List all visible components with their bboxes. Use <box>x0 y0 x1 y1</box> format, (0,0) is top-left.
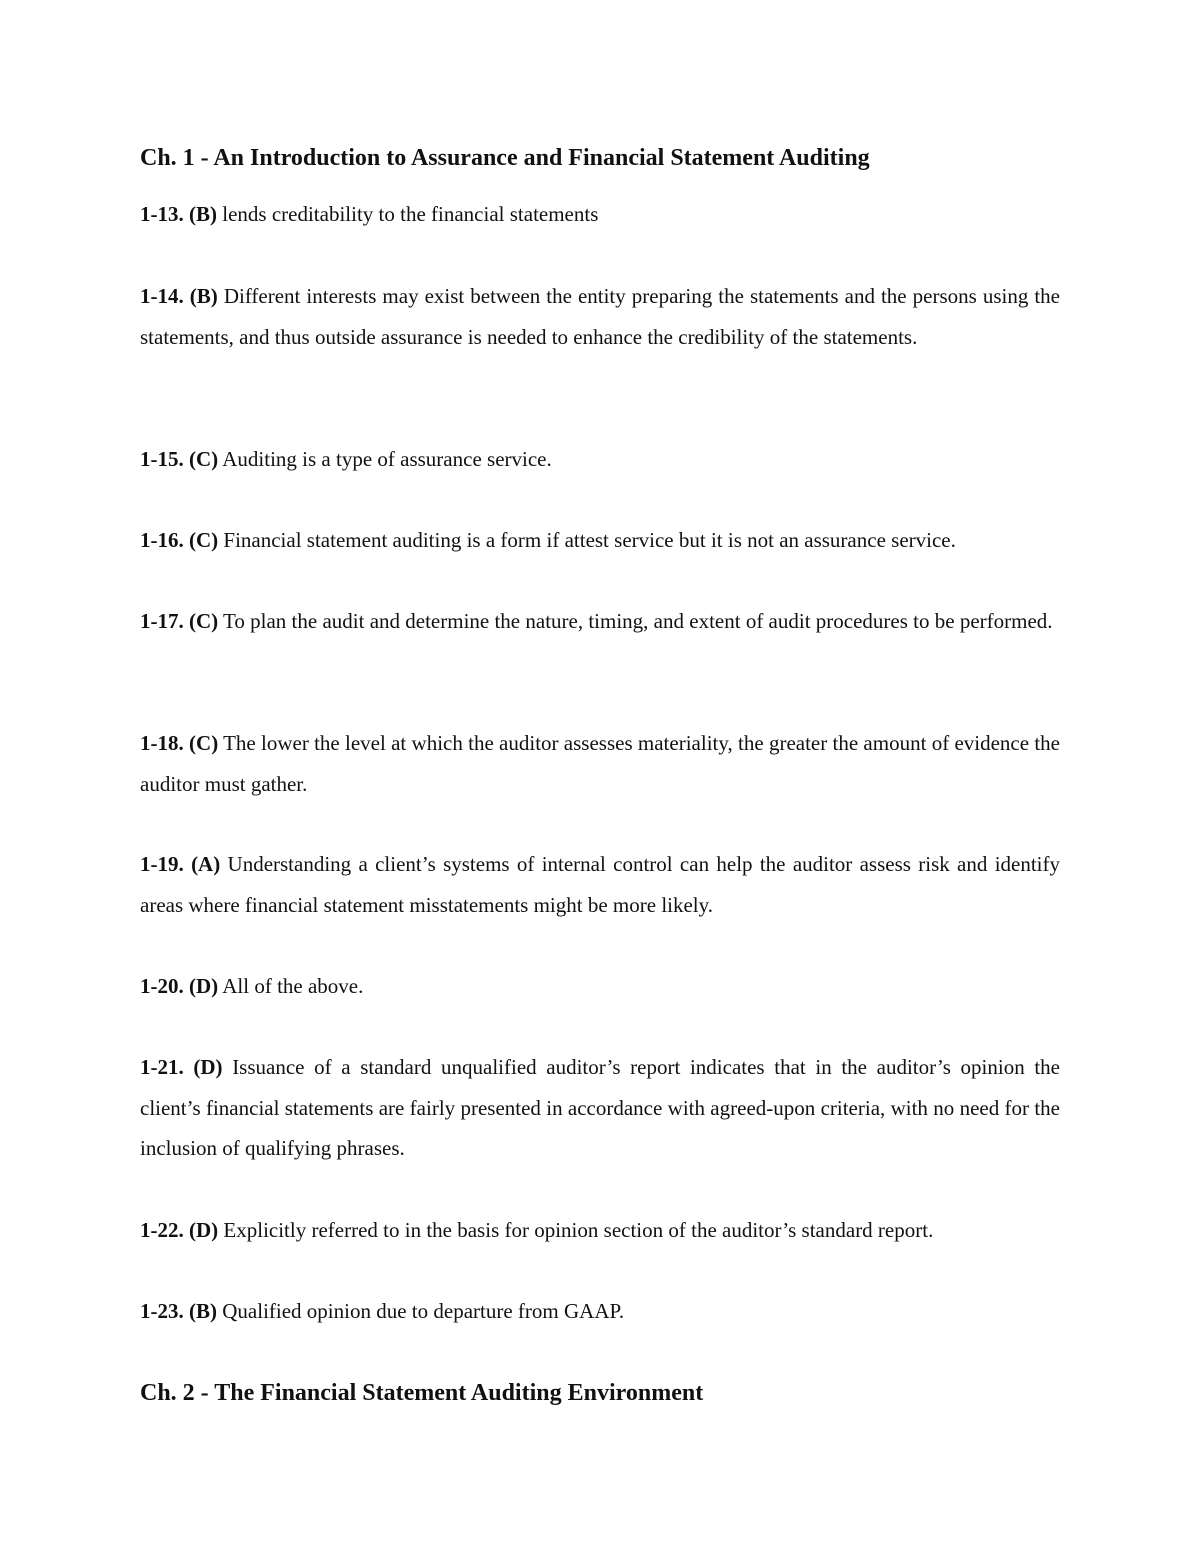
question-number: 1-21. <box>140 1055 184 1079</box>
question-number: 1-14. <box>140 284 184 308</box>
answer-text: Auditing is a type of assurance service. <box>222 447 552 471</box>
answer-choice: (C) <box>189 447 219 471</box>
answer-text: To plan the audit and determine the nature, timing, and extent of audit procedures to be performed. <box>223 609 1053 633</box>
question-number: 1-15. <box>140 447 184 471</box>
question-number: 1-16. <box>140 528 184 552</box>
answer-text: lends creditability to the financial statements <box>222 202 599 226</box>
question-number: 1-19. <box>140 852 184 876</box>
answer-text: Different interests may exist between the entity preparing the statements and the persons using the statements, and thus outside assurance is needed to enhance the credibility of the statements. <box>140 284 1061 349</box>
question-number: 1-23. <box>140 1299 184 1323</box>
answer-entry-1-22 <box>140 1210 1060 1251</box>
question-number: 1-18. <box>140 731 184 755</box>
answer-text: Understanding a client’s systems of internal control can help the auditor assess risk and identify areas where financial statement misstatements might be more likely. <box>140 852 1061 917</box>
answer-entry-1-15 <box>140 439 1060 480</box>
question-number: 1-20. <box>140 974 184 998</box>
answer-text: Explicitly referred to in the basis for opinion section of the auditor’s standard report. <box>223 1218 934 1242</box>
question-number: 1-13. <box>140 202 184 226</box>
answer-choice: (D) <box>193 1055 223 1079</box>
answer-text: All of the above. <box>222 974 364 998</box>
answer-entry-1-19 <box>140 844 1060 925</box>
answer-text: The lower the level at which the auditor assesses materiality, the greater the amount of evidence the auditor must gather. <box>140 731 1061 796</box>
answer-choice: (B) <box>189 202 217 226</box>
answer-text: Financial statement auditing is a form if attest service but it is not an assurance service. <box>223 528 956 552</box>
question-number: 1-17. <box>140 609 184 633</box>
answer-choice: (D) <box>189 974 219 998</box>
chapter-1-heading: Ch. 1 - An Introduction to Assurance and Financial Statement Auditing <box>140 145 870 171</box>
answer-entry-1-16 <box>140 520 1060 561</box>
answer-choice: (D) <box>189 1218 219 1242</box>
answer-choice: (C) <box>189 609 219 633</box>
answer-text: Issuance of a standard unqualified auditor’s report indicates that in the auditor’s opinion the client’s financial statements are fairly presented in accordance with agreed-upon criteria, with no need for the inclusion of qualifying phrases. <box>140 1055 1061 1160</box>
answer-entry-1-18 <box>140 723 1060 804</box>
answer-entry-1-14 <box>140 276 1060 357</box>
answer-entry-1-17 <box>140 601 1060 642</box>
answer-choice: (B) <box>189 284 218 308</box>
answer-text: Qualified opinion due to departure from GAAP. <box>222 1299 625 1323</box>
answer-entry-1-23 <box>140 1291 1060 1332</box>
chapter-2-heading: Ch. 2 - The Financial Statement Auditing Environment <box>140 1380 704 1406</box>
answer-entry-1-13 <box>140 194 1060 235</box>
answer-choice: (B) <box>189 1299 217 1323</box>
answer-choice: (C) <box>189 731 219 755</box>
answer-choice: (A) <box>191 852 221 876</box>
answer-entry-1-20 <box>140 966 1060 1007</box>
answer-choice: (C) <box>189 528 219 552</box>
answer-entry-1-21 <box>140 1047 1060 1169</box>
question-number: 1-22. <box>140 1218 184 1242</box>
